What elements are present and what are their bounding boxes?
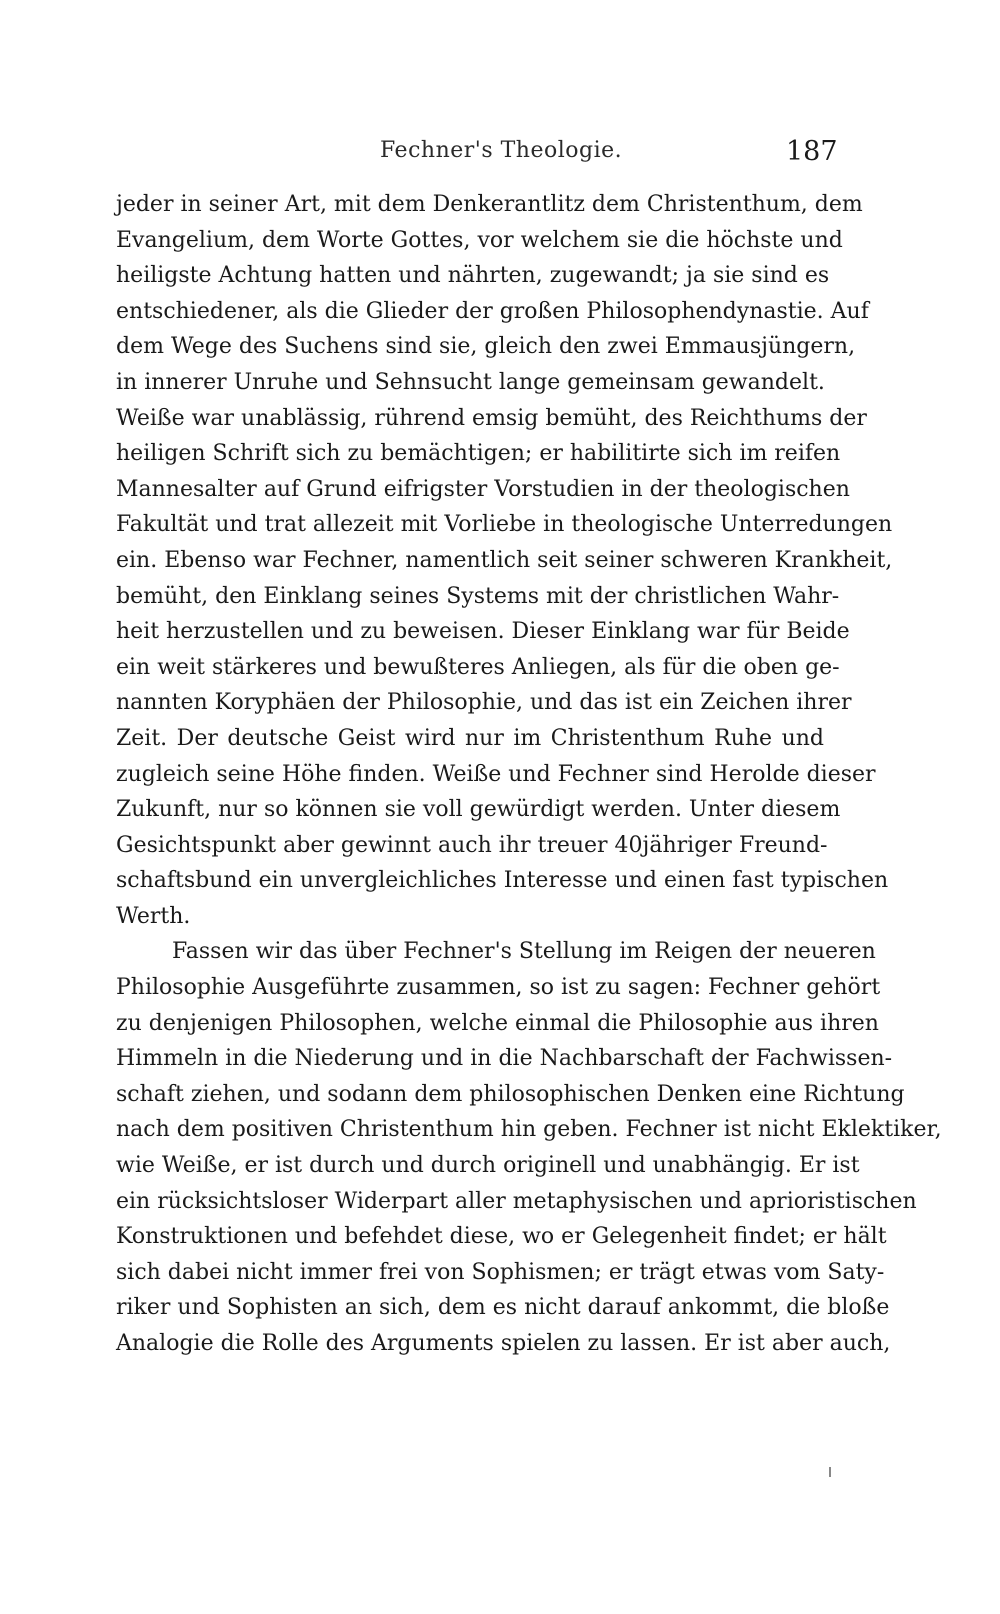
text-line: ein. Ebenso war Fechner, namentlich seit seiner schweren Krankheit, xyxy=(116,547,893,573)
text-line: ein rücksichtsloser Widerpart aller metaphysischen und aprioristischen xyxy=(116,1188,917,1214)
text-line: Evangelium, dem Worte Gottes, vor welchem sie die höchste und xyxy=(116,227,843,253)
text-line: Weiße war unablässig, rührend emsig bemüht, des Reichthums der xyxy=(116,405,867,431)
paragraph-2 xyxy=(116,934,942,1361)
text-line: sich dabei nicht immer frei von Sophismen; er trägt etwas vom Saty- xyxy=(116,1259,885,1285)
text-line: in innerer Unruhe und Sehnsucht lange gemeinsam gewandelt. xyxy=(116,369,825,395)
text-line: Fakultät und trat allezeit mit Vorliebe in theologische Unterredungen xyxy=(116,512,893,538)
running-head xyxy=(0,136,1000,176)
text-line: nannten Koryphäen der Philosophie, und das ist ein Zeichen ihrer xyxy=(116,690,852,716)
text-line: zugleich seine Höhe finden. Weiße und Fechner sind Herolde dieser xyxy=(116,761,876,787)
text-line: schaft ziehen, und sodann dem philosophischen Denken eine Richtung xyxy=(116,1081,905,1107)
text-line: riker und Sophisten an sich, dem es nicht darauf ankommt, die bloße xyxy=(116,1295,890,1321)
text-line: Himmeln in die Niederung und in die Nachbarschaft der Fachwissen- xyxy=(116,1046,893,1072)
text-line: Zeit. Der deutsche Geist wird nur im Christenthum Ruhe und xyxy=(116,725,824,751)
text-line: zu denjenigen Philosophen, welche einmal die Philosophie aus ihren xyxy=(116,1010,879,1036)
text-line: entschiedener, als die Glieder der großen Philosophendynastie. Auf xyxy=(116,298,869,324)
text-line: schaftsbund ein unvergleichliches Interesse und einen fast typischen xyxy=(116,868,889,894)
text-line: Konstruktionen und befehdet diese, wo er Gelegenheit findet; er hält xyxy=(116,1224,887,1250)
text-line: heit herzustellen und zu beweisen. Dieser Einklang war für Beide xyxy=(116,619,850,645)
print-speck xyxy=(829,1467,831,1477)
running-title: Fechner's Theologie. xyxy=(380,138,623,163)
text-line: jeder in seiner Art, mit dem Denkerantlitz dem Christenthum, dem xyxy=(116,192,863,217)
text-line: ein weit stärkeres und bewußteres Anliegen, als für die oben ge- xyxy=(116,654,840,680)
text-line: Philosophie Ausgeführte zusammen, so ist zu sagen: Fechner gehört xyxy=(116,975,881,1001)
page-number: 187 xyxy=(786,136,838,167)
paragraph-1 xyxy=(116,187,893,934)
text-line: Analogie die Rolle des Arguments spielen zu lassen. Er ist aber auch, xyxy=(116,1331,891,1356)
text-line: heiligen Schrift sich zu bemächtigen; er habilitirte sich im reifen xyxy=(116,441,841,467)
text-line: Gesichtspunkt aber gewinnt auch ihr treuer 40jähriger Freund- xyxy=(116,832,828,858)
text-line: Mannesalter auf Grund eifrigster Vorstudien in der theologischen xyxy=(116,476,850,502)
text-line: nach dem positiven Christenthum hin geben. Fechner ist nicht Eklektiker, xyxy=(116,1117,942,1143)
text-line: wie Weiße, er ist durch und durch originell und unabhängig. Er ist xyxy=(116,1153,860,1179)
body-text xyxy=(116,187,942,1362)
text-line: Fassen wir das über Fechner's Stellung im Reigen der neueren xyxy=(172,939,876,965)
text-line: heiligste Achtung hatten und nährten, zugewandt; ja sie sind es xyxy=(116,263,830,289)
text-line: Werth. xyxy=(116,903,191,929)
text-line: Zukunft, nur so können sie voll gewürdigt werden. Unter diesem xyxy=(116,797,841,823)
text-line: bemüht, den Einklang seines Systems mit der christlichen Wahr- xyxy=(116,583,840,609)
text-line: dem Wege des Suchens sind sie, gleich den zwei Emmausjüngern, xyxy=(116,334,856,360)
